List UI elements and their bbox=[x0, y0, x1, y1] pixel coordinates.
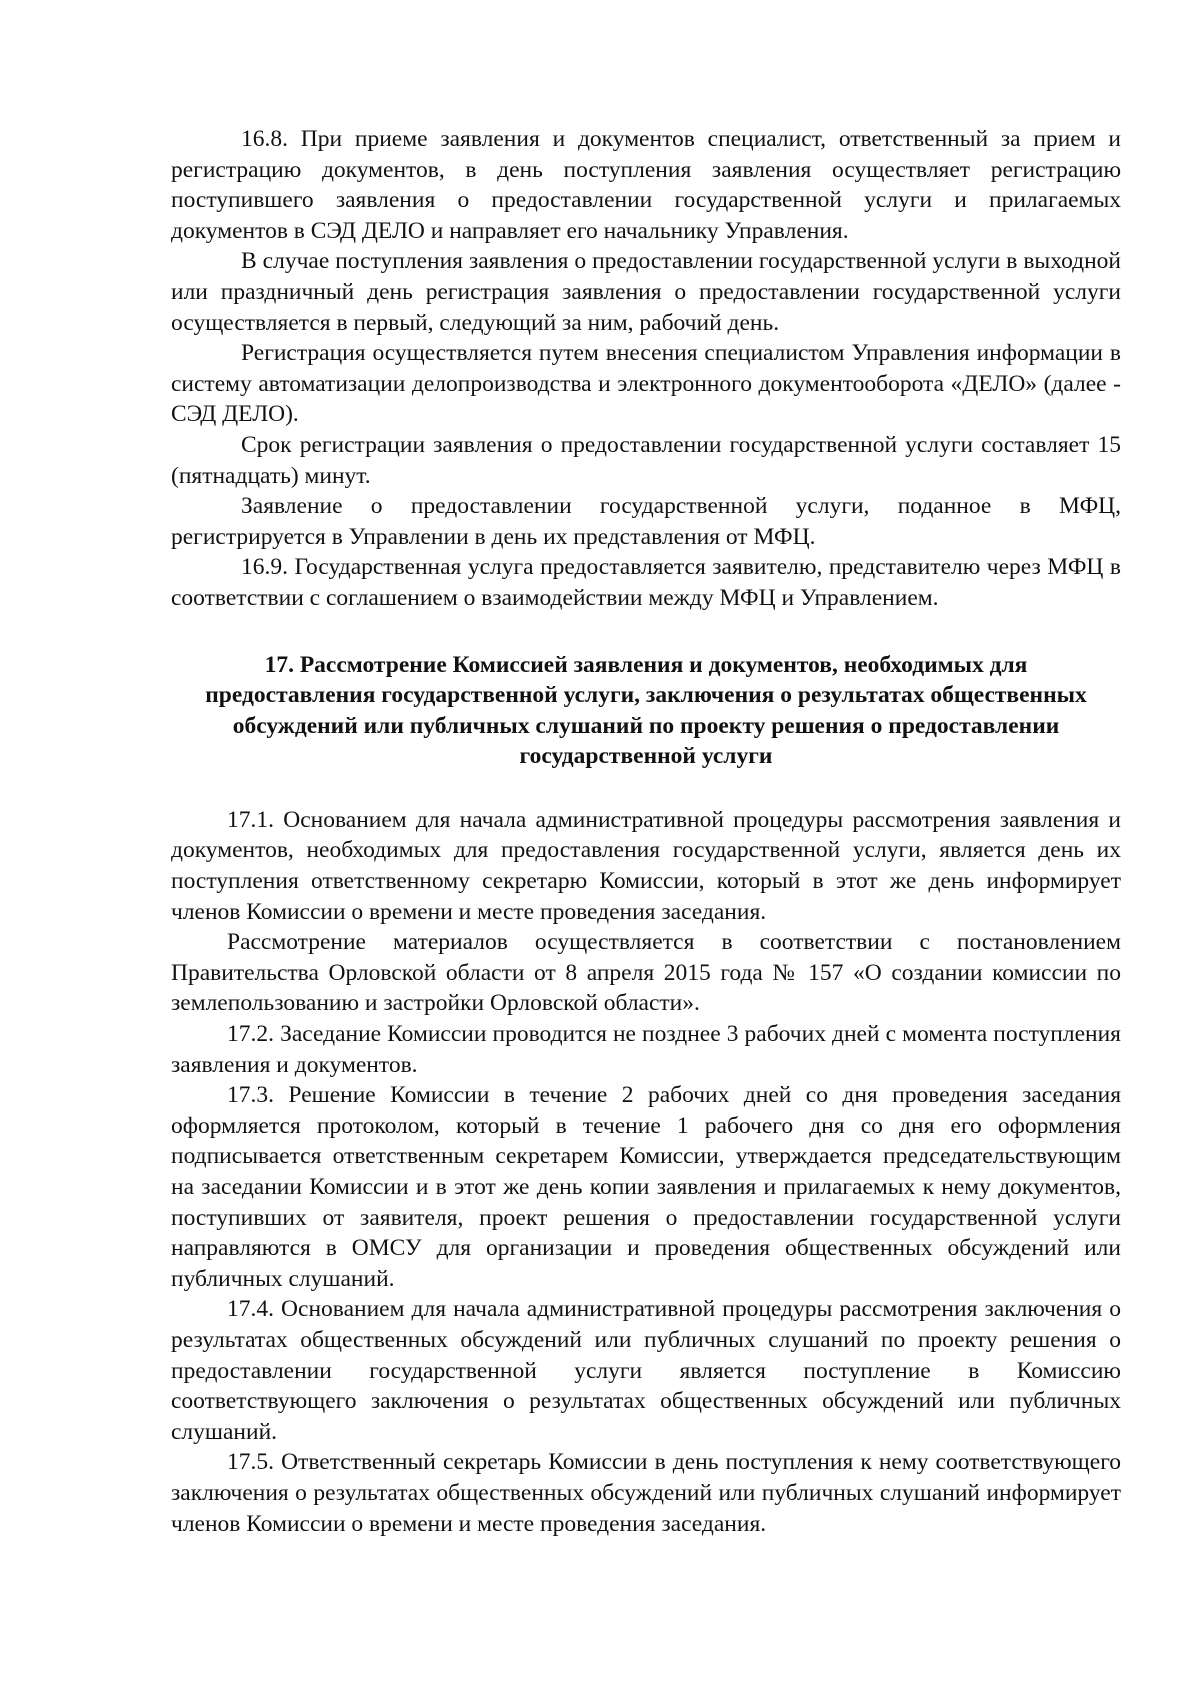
section-17-heading: 17. Рассмотрение Комиссией заявления и документов, необходимых для предоставления государственной услуги, заключения о результатах общественных обсуждений или публичных слушаний по проекту решения о предоставлении государственной услуги bbox=[205, 651, 1087, 770]
paragraph-16-8: 16.8. При приеме заявления и документов специалист, ответственный за прием и регистрацию документов, в день поступления заявления осуществляет регистрацию поступившего заявления о предоставлении государственной услуги и прилагаемых документов в СЭД ДЕЛО и направляет его начальнику Управления. bbox=[171, 126, 1121, 244]
paragraph-17-1: 17.1. Основанием для начала административной процедуры рассмотрения заявления и документов, необходимых для предоставления государственной услуги, является день их поступления ответственному секретарю Комиссии, который в этот же день информирует членов Комиссии о времени и месте проведения заседания. bbox=[171, 806, 1121, 925]
paragraph-17-2: 17.2. Заседание Комиссии проводится не позднее 3 рабочих дней с момента поступления заявления и документов. bbox=[171, 1021, 1121, 1078]
document-body bbox=[171, 124, 1121, 1539]
paragraph-mfc-registration: Заявление о предоставлении государственной услуги, поданное в МФЦ, регистрируется в Управлении в день их представления от МФЦ. bbox=[171, 493, 1121, 550]
paragraph-16-9: 16.9. Государственная услуга предоставляется заявителю, представителю через МФЦ в соответствии с соглашением о взаимодействии между МФЦ и Управлением. bbox=[171, 554, 1121, 611]
paragraph-17-3: 17.3. Решение Комиссии в течение 2 рабочих дней со дня проведения заседания оформляется протоколом, который в течение 1 рабочего дня со дня его оформления подписывается ответственным секретарем Комиссии, утверждается председательствующим на заседании Комиссии и в этот же день копии заявления и прилагаемых к нему документов, поступивших от заявителя, проект решения о предоставлении государственной услуги направляются в ОМСУ для организации и проведения общественных обсуждений или публичных слушаний. bbox=[171, 1082, 1121, 1292]
paragraph-materials-review: Рассмотрение материалов осуществляется в соответствии с постановлением Правительства Орловской области от 8 апреля 2015 года № 157 «О создании комиссии по землепользованию и застройки Орловской области». bbox=[171, 929, 1121, 1017]
paragraph-registration-term: Срок регистрации заявления о предоставлении государственной услуги составляет 15 (пятнадцать) минут. bbox=[171, 431, 1121, 489]
paragraph-17-4: 17.4. Основанием для начала административной процедуры рассмотрения заключения о результатах общественных обсуждений или публичных слушаний по проекту решения о предоставлении государственной услуги является поступление в Комиссию соответствующего заключения о результатах общественных обсуждений или публичных слушаний. bbox=[171, 1296, 1121, 1445]
paragraph-registration-method: Регистрация осуществляется путем внесения специалистом Управления информации в систему автоматизации делопроизводства и электронного документооборота «ДЕЛО» (далее - СЭД ДЕЛО). bbox=[171, 340, 1121, 428]
paragraph-17-5: 17.5. Ответственный секретарь Комиссии в день поступления к нему соответствующего заключения о результатах общественных обсуждений или публичных слушаний информирует членов Комиссии о времени и месте проведения заседания. bbox=[171, 1449, 1121, 1537]
paragraph-holiday-registration: В случае поступления заявления о предоставлении государственной услуги в выходной или праздничный день регистрация заявления о предоставлении государственной услуги осуществляется в первый, следующий за ним, рабочий день. bbox=[171, 248, 1121, 336]
